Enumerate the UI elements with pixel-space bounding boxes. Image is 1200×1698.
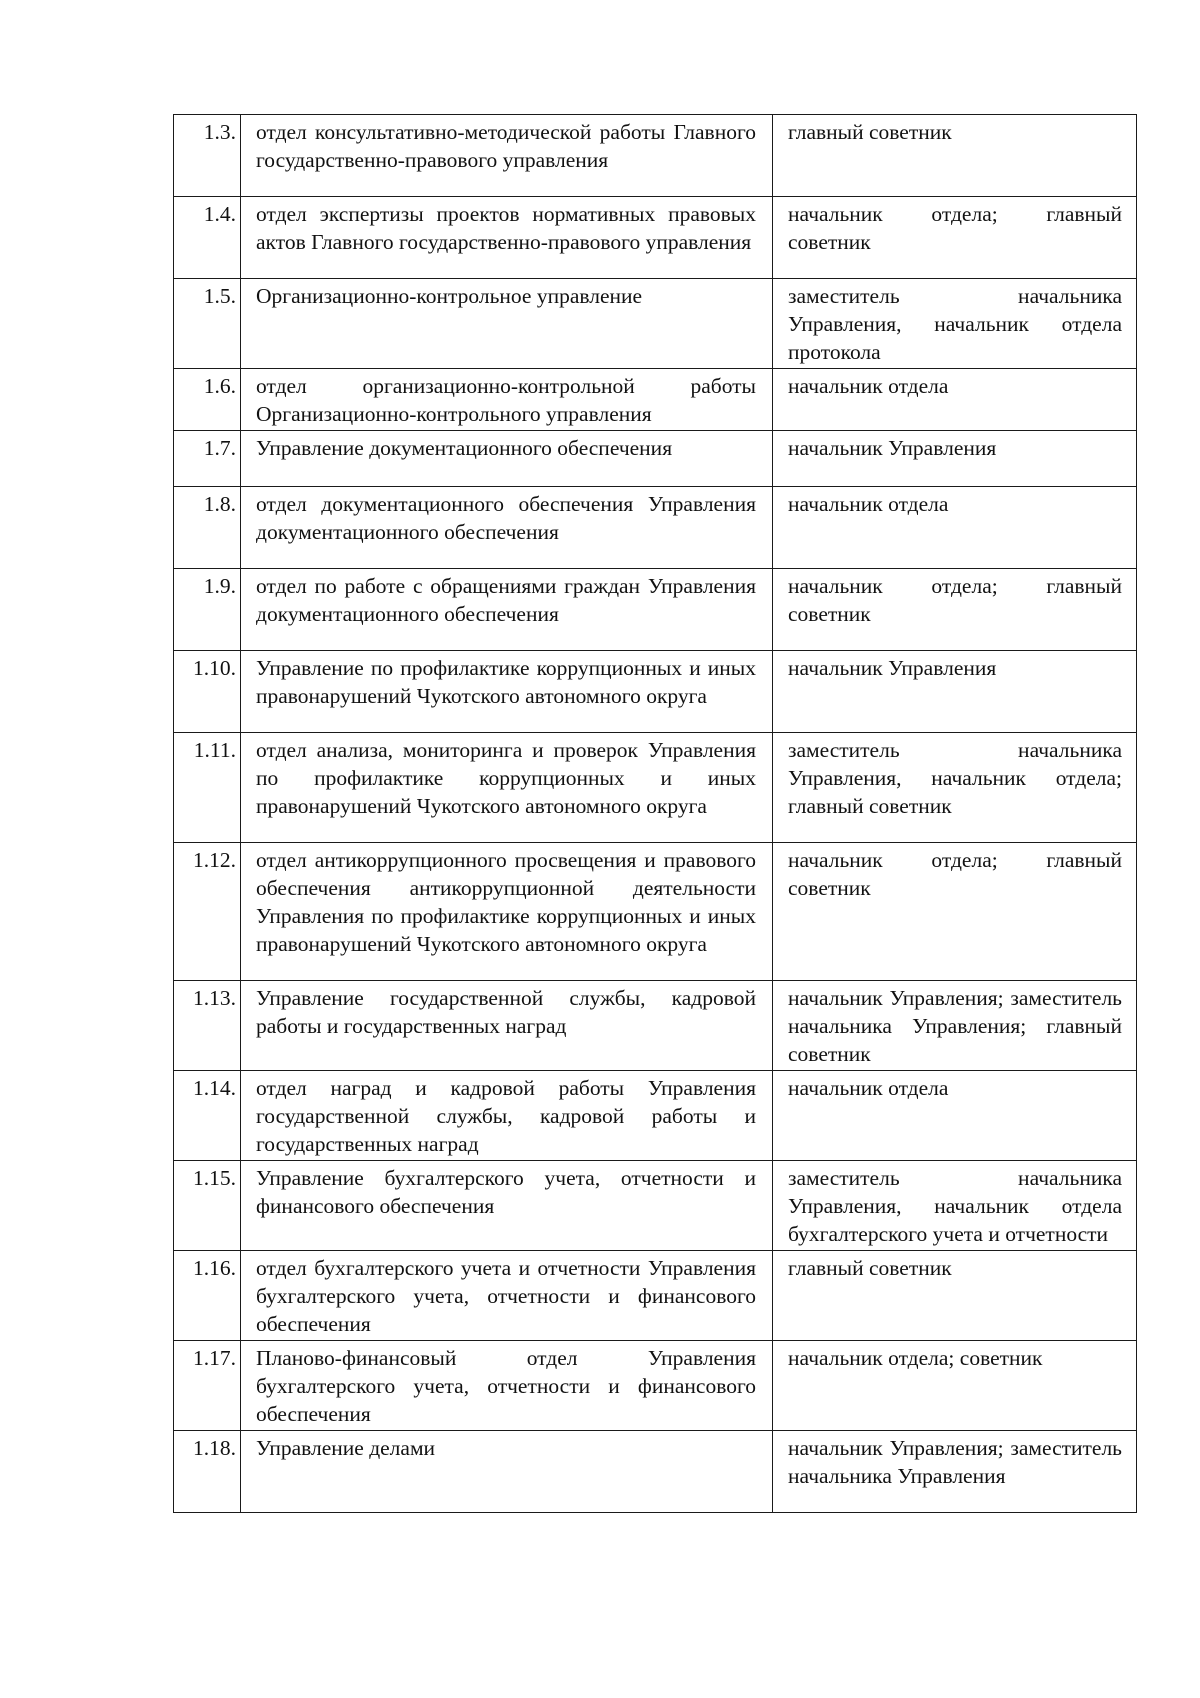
table-row <box>174 1431 1137 1513</box>
department-name: Управление бухгалтерского учета, отчетности и финансового обеспечения <box>241 1161 773 1251</box>
table-row <box>174 115 1137 197</box>
position-list: начальник отдела <box>773 1071 1137 1161</box>
position-list: начальник отдела; главный советник <box>773 197 1137 279</box>
table-row <box>174 1071 1137 1161</box>
row-number: 1.6. <box>174 369 241 431</box>
table-row <box>174 651 1137 733</box>
position-list: главный советник <box>773 1251 1137 1341</box>
row-number: 1.9. <box>174 569 241 651</box>
department-name: отдел консультативно-методической работы Главного государственно-правового управления <box>241 115 773 197</box>
position-list: начальник отдела; главный советник <box>773 569 1137 651</box>
table-row <box>174 733 1137 843</box>
row-number: 1.10. <box>174 651 241 733</box>
position-list: начальник Управления <box>773 431 1137 487</box>
table-row <box>174 569 1137 651</box>
department-name: отдел документационного обеспечения Управления документационного обеспечения <box>241 487 773 569</box>
table-row <box>174 1341 1137 1431</box>
department-name: отдел анализа, мониторинга и проверок Управления по профилактике коррупционных и иных правонарушений Чукотского автономного округа <box>241 733 773 843</box>
row-number: 1.14. <box>174 1071 241 1161</box>
position-list: начальник Управления; заместитель начальника Управления; главный советник <box>773 981 1137 1071</box>
department-name: Организационно-контрольное управление <box>241 279 773 369</box>
row-number: 1.3. <box>174 115 241 197</box>
table-row <box>174 1161 1137 1251</box>
row-number: 1.13. <box>174 981 241 1071</box>
position-list: заместитель начальника Управления, начальник отдела протокола <box>773 279 1137 369</box>
position-list: заместитель начальника Управления, начальник отдела; главный советник <box>773 733 1137 843</box>
department-name: Управление государственной службы, кадровой работы и государственных наград <box>241 981 773 1071</box>
row-number: 1.4. <box>174 197 241 279</box>
row-number: 1.18. <box>174 1431 241 1513</box>
row-number: 1.15. <box>174 1161 241 1251</box>
position-list: начальник отдела <box>773 369 1137 431</box>
row-number: 1.5. <box>174 279 241 369</box>
table-row <box>174 1251 1137 1341</box>
department-name: Управление документационного обеспечения <box>241 431 773 487</box>
department-name: Управление делами <box>241 1431 773 1513</box>
position-list: начальник отдела; советник <box>773 1341 1137 1431</box>
position-list: начальник Управления; заместитель начальника Управления <box>773 1431 1137 1513</box>
position-list: начальник Управления <box>773 651 1137 733</box>
row-number: 1.7. <box>174 431 241 487</box>
positions-table <box>173 114 1137 1513</box>
row-number: 1.12. <box>174 843 241 981</box>
position-list: начальник отдела <box>773 487 1137 569</box>
table-row <box>174 279 1137 369</box>
department-name: Управление по профилактике коррупционных и иных правонарушений Чукотского автономного округа <box>241 651 773 733</box>
position-list: заместитель начальника Управления, начальник отдела бухгалтерского учета и отчетности <box>773 1161 1137 1251</box>
department-name: отдел антикоррупционного просвещения и правового обеспечения антикоррупционной деятельности Управления по профилактике коррупционных и иных правонарушений Чукотского автономного округа <box>241 843 773 981</box>
department-name: отдел бухгалтерского учета и отчетности Управления бухгалтерского учета, отчетности и финансового обеспечения <box>241 1251 773 1341</box>
department-name: отдел по работе с обращениями граждан Управления документационного обеспечения <box>241 569 773 651</box>
position-list: начальник отдела; главный советник <box>773 843 1137 981</box>
table-row <box>174 981 1137 1071</box>
table-row <box>174 369 1137 431</box>
table-row <box>174 197 1137 279</box>
department-name: отдел экспертизы проектов нормативных правовых актов Главного государственно-правового управления <box>241 197 773 279</box>
department-name: отдел наград и кадровой работы Управления государственной службы, кадровой работы и государственных наград <box>241 1071 773 1161</box>
position-list: главный советник <box>773 115 1137 197</box>
department-name: отдел организационно-контрольной работы Организационно-контрольного управления <box>241 369 773 431</box>
table-row <box>174 843 1137 981</box>
row-number: 1.8. <box>174 487 241 569</box>
row-number: 1.17. <box>174 1341 241 1431</box>
table-row <box>174 431 1137 487</box>
row-number: 1.11. <box>174 733 241 843</box>
department-name: Планово-финансовый отдел Управления бухгалтерского учета, отчетности и финансового обеспечения <box>241 1341 773 1431</box>
table-row <box>174 487 1137 569</box>
row-number: 1.16. <box>174 1251 241 1341</box>
